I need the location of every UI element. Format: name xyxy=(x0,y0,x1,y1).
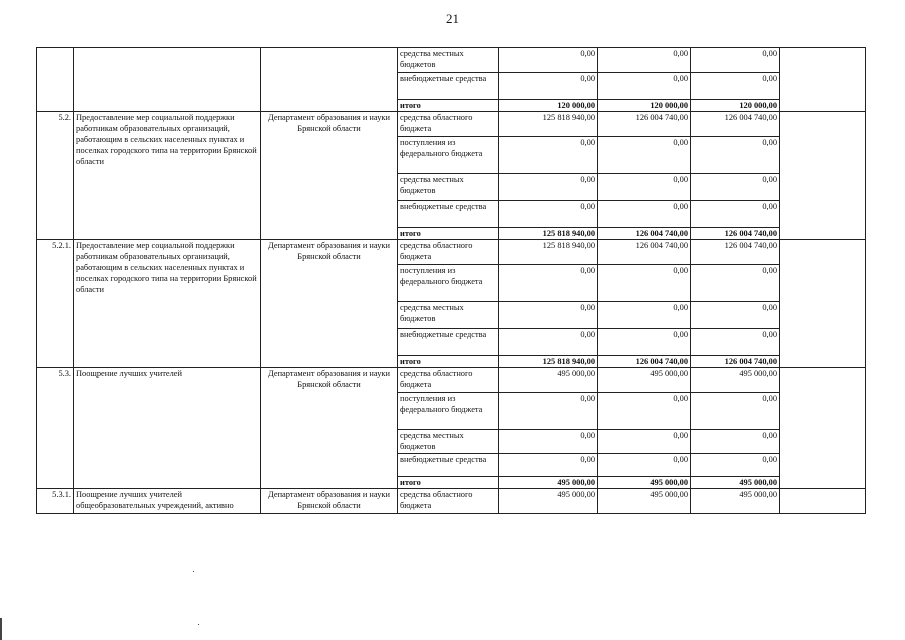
section-name-cell: Поощрение лучших учителей общеобразовательных учреждений, активно xyxy=(74,489,261,514)
amount-year3-cell: 0,00 xyxy=(691,265,780,302)
section-number-cell: 5.3.1. xyxy=(37,489,74,514)
amount-year1-cell: 0,00 xyxy=(499,48,598,73)
funding-source-cell: итого xyxy=(398,228,499,240)
amount-year3-cell: 0,00 xyxy=(691,302,780,329)
amount-year3-cell: 0,00 xyxy=(691,329,780,356)
amount-year1-cell: 0,00 xyxy=(499,137,598,174)
amount-year3-cell: 0,00 xyxy=(691,201,780,228)
amount-year2-cell: 126 004 740,00 xyxy=(598,228,691,240)
notes-cell xyxy=(780,240,866,368)
executor-cell: Департамент образования и науки Брянской области xyxy=(261,368,398,489)
funding-source-cell: итого xyxy=(398,477,499,489)
notes-cell xyxy=(780,48,866,112)
amount-year2-cell: 0,00 xyxy=(598,393,691,430)
table-row xyxy=(37,489,866,514)
funding-source-cell: средства местных бюджетов xyxy=(398,48,499,73)
amount-year2-cell: 0,00 xyxy=(598,73,691,100)
amount-year3-cell: 126 004 740,00 xyxy=(691,240,780,265)
amount-year1-cell: 495 000,00 xyxy=(499,368,598,393)
section-name-cell: Предоставление мер социальной поддержки работникам образовательных организаций, работающим в сельских населенных пунктах и поселках городского типа на территории Брянской области xyxy=(74,240,261,368)
scan-dot xyxy=(193,571,194,572)
amount-year2-cell: 0,00 xyxy=(598,454,691,477)
section-name-cell: Предоставление мер социальной поддержки работникам образовательных организаций, работающим в сельских населенных пунктах и поселках городского типа на территории Брянской области xyxy=(74,112,261,240)
amount-year2-cell: 126 004 740,00 xyxy=(598,112,691,137)
amount-year3-cell: 120 000,00 xyxy=(691,100,780,112)
budget-table xyxy=(36,47,866,514)
table-row xyxy=(37,368,866,393)
funding-source-cell: средства областного бюджета xyxy=(398,240,499,265)
table-body xyxy=(37,48,866,514)
amount-year1-cell: 0,00 xyxy=(499,393,598,430)
funding-source-cell: средства областного бюджета xyxy=(398,112,499,137)
amount-year3-cell: 126 004 740,00 xyxy=(691,356,780,368)
amount-year1-cell: 125 818 940,00 xyxy=(499,356,598,368)
amount-year1-cell: 0,00 xyxy=(499,302,598,329)
funding-source-cell: поступления из федерального бюджета xyxy=(398,265,499,302)
amount-year2-cell: 0,00 xyxy=(598,174,691,201)
amount-year3-cell: 0,00 xyxy=(691,393,780,430)
amount-year1-cell: 495 000,00 xyxy=(499,489,598,514)
amount-year3-cell: 0,00 xyxy=(691,454,780,477)
table-row xyxy=(37,240,866,265)
section-number-cell: 5.2. xyxy=(37,112,74,240)
executor-cell: Департамент образования и науки Брянской области xyxy=(261,489,398,514)
scan-edge-mark xyxy=(0,618,2,640)
funding-source-cell: средства местных бюджетов xyxy=(398,174,499,201)
amount-year1-cell: 0,00 xyxy=(499,174,598,201)
amount-year2-cell: 495 000,00 xyxy=(598,477,691,489)
amount-year1-cell: 0,00 xyxy=(499,201,598,228)
amount-year2-cell: 0,00 xyxy=(598,137,691,174)
amount-year2-cell: 0,00 xyxy=(598,265,691,302)
amount-year2-cell: 495 000,00 xyxy=(598,368,691,393)
funding-source-cell: средства областного бюджета xyxy=(398,489,499,514)
funding-source-cell: средства областного бюджета xyxy=(398,368,499,393)
amount-year3-cell: 0,00 xyxy=(691,48,780,73)
funding-source-cell: внебюджетные средства xyxy=(398,201,499,228)
notes-cell xyxy=(780,489,866,514)
amount-year3-cell: 126 004 740,00 xyxy=(691,228,780,240)
amount-year1-cell: 125 818 940,00 xyxy=(499,228,598,240)
funding-source-cell: итого xyxy=(398,356,499,368)
amount-year2-cell: 126 004 740,00 xyxy=(598,240,691,265)
executor-cell: Департамент образования и науки Брянской области xyxy=(261,240,398,368)
table-row xyxy=(37,112,866,137)
amount-year3-cell: 495 000,00 xyxy=(691,368,780,393)
amount-year2-cell: 0,00 xyxy=(598,302,691,329)
amount-year1-cell: 0,00 xyxy=(499,329,598,356)
amount-year3-cell: 0,00 xyxy=(691,430,780,454)
amount-year2-cell: 0,00 xyxy=(598,201,691,228)
amount-year1-cell: 0,00 xyxy=(499,73,598,100)
executor-cell: Департамент образования и науки Брянской области xyxy=(261,112,398,240)
funding-source-cell: средства местных бюджетов xyxy=(398,302,499,329)
section-number-cell: 5.3. xyxy=(37,368,74,489)
page-number: 21 xyxy=(446,11,459,26)
section-name-cell xyxy=(74,48,261,112)
amount-year1-cell: 0,00 xyxy=(499,265,598,302)
amount-year3-cell: 495 000,00 xyxy=(691,489,780,514)
funding-source-cell: поступления из федерального бюджета xyxy=(398,393,499,430)
section-name-cell: Поощрение лучших учителей xyxy=(74,368,261,489)
amount-year3-cell: 126 004 740,00 xyxy=(691,112,780,137)
amount-year2-cell: 0,00 xyxy=(598,48,691,73)
funding-source-cell: средства местных бюджетов xyxy=(398,430,499,454)
scan-dot xyxy=(198,624,199,625)
amount-year3-cell: 0,00 xyxy=(691,174,780,201)
funding-source-cell: внебюджетные средства xyxy=(398,454,499,477)
amount-year2-cell: 0,00 xyxy=(598,329,691,356)
section-number-cell xyxy=(37,48,74,112)
funding-source-cell: внебюджетные средства xyxy=(398,73,499,100)
funding-source-cell: поступления из федерального бюджета xyxy=(398,137,499,174)
notes-cell xyxy=(780,368,866,489)
amount-year2-cell: 495 000,00 xyxy=(598,489,691,514)
amount-year1-cell: 0,00 xyxy=(499,430,598,454)
amount-year1-cell: 125 818 940,00 xyxy=(499,240,598,265)
notes-cell xyxy=(780,112,866,240)
amount-year2-cell: 0,00 xyxy=(598,430,691,454)
amount-year3-cell: 495 000,00 xyxy=(691,477,780,489)
section-number-cell: 5.2.1. xyxy=(37,240,74,368)
amount-year2-cell: 120 000,00 xyxy=(598,100,691,112)
amount-year1-cell: 0,00 xyxy=(499,454,598,477)
executor-cell xyxy=(261,48,398,112)
funding-source-cell: итого xyxy=(398,100,499,112)
funding-source-cell: внебюджетные средства xyxy=(398,329,499,356)
amount-year2-cell: 126 004 740,00 xyxy=(598,356,691,368)
amount-year1-cell: 125 818 940,00 xyxy=(499,112,598,137)
amount-year3-cell: 0,00 xyxy=(691,137,780,174)
table-row xyxy=(37,48,866,73)
amount-year3-cell: 0,00 xyxy=(691,73,780,100)
amount-year1-cell: 495 000,00 xyxy=(499,477,598,489)
amount-year1-cell: 120 000,00 xyxy=(499,100,598,112)
